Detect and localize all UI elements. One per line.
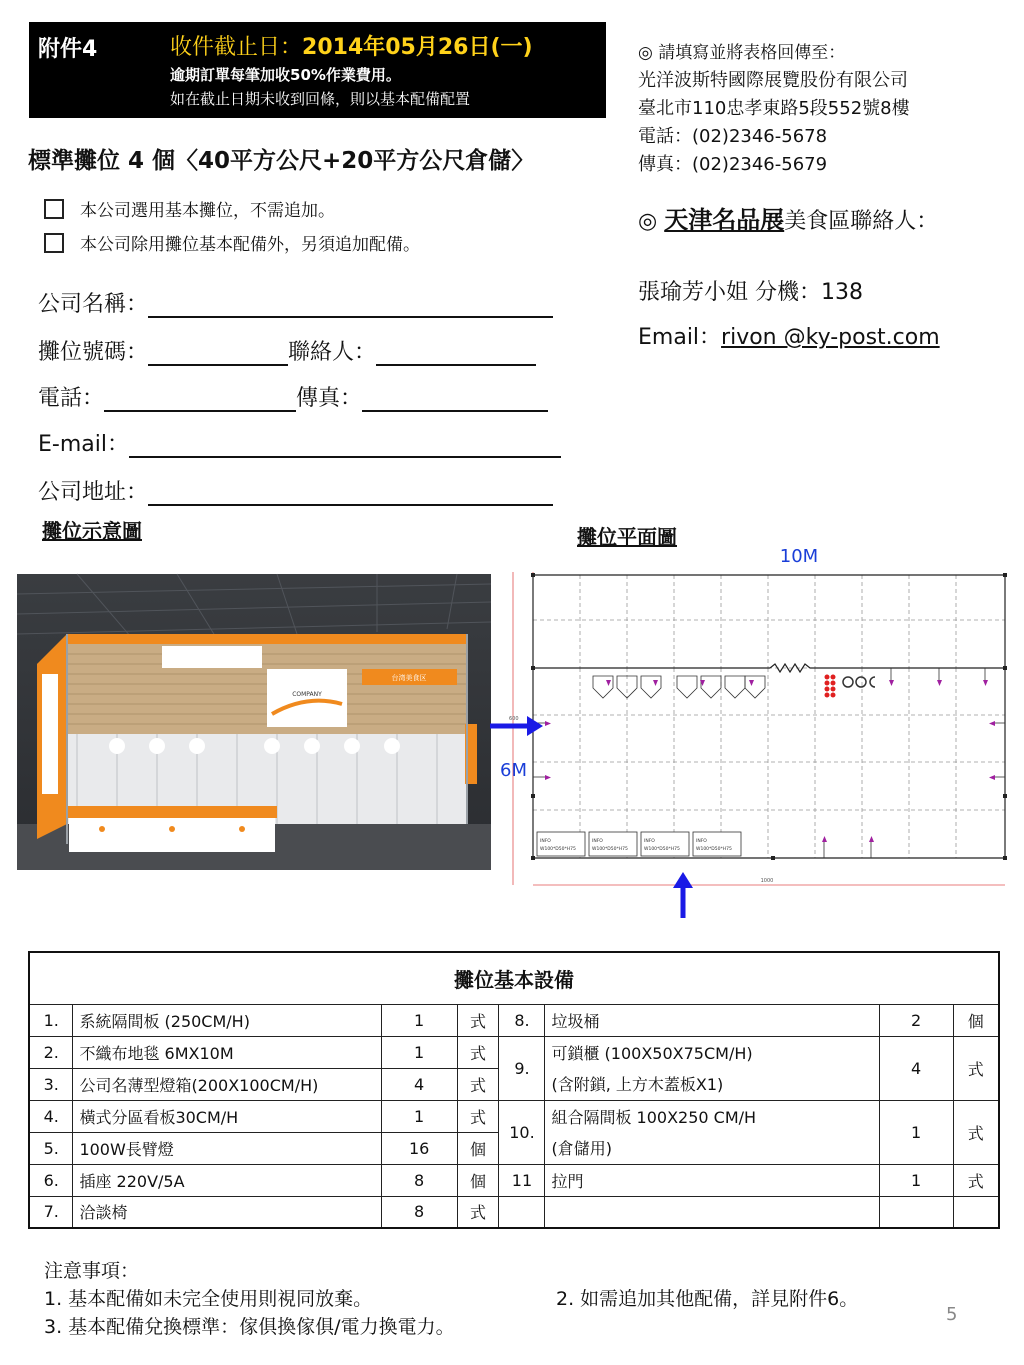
email-link[interactable]: rivon @ky-post.com: [721, 325, 940, 350]
item-qty: 4: [879, 1036, 953, 1100]
company-sign-text: COMPANY: [292, 691, 322, 698]
floor-plan-svg: [500, 540, 1020, 920]
item-qty: 4: [381, 1068, 457, 1100]
cabinet-row: [537, 832, 741, 856]
table-title: 攤位基本設備: [29, 952, 999, 1004]
booth-title: 標準攤位 4 個〈40平方公尺+20平方公尺倉儲〉: [28, 148, 535, 174]
item-no: 2.: [29, 1036, 73, 1068]
field-label: 公司地址：: [38, 480, 149, 505]
default-config-note: 如在截止日期未收到回條，則以基本配備配置: [170, 90, 471, 108]
field-label: 公司名稱：: [38, 292, 149, 317]
email-label: Email：: [638, 325, 722, 350]
item-no: 3.: [29, 1068, 73, 1100]
notes-title: 注意事項：: [44, 1260, 140, 1282]
empty-cell: [545, 1196, 879, 1228]
deadline-label: 收件截止日：: [170, 35, 303, 60]
note-3: 3. 基本配備兌換標準：傢俱換傢俱/電力換電力。: [44, 1316, 455, 1338]
fair-name: 天津名品展: [664, 206, 785, 234]
item-unit: 式: [953, 1036, 999, 1100]
field-label: 攤位號碼：: [38, 340, 149, 365]
address-input[interactable]: [148, 480, 553, 506]
booth-number-row: [38, 335, 536, 366]
item-name: 橫式分區看板30CM/H: [73, 1100, 381, 1132]
item-name-line2: (倉儲用): [545, 1132, 879, 1164]
item-unit: 式: [953, 1100, 999, 1164]
item-no: 6.: [29, 1164, 73, 1196]
cabinet-dims: W100*D50*H75: [644, 847, 680, 852]
item-name-line2: (含附鎖, 上方木蓋板X1): [545, 1068, 879, 1100]
table-row: [29, 1100, 999, 1132]
booth-rendering: [17, 574, 491, 870]
email-input[interactable]: [129, 432, 561, 458]
contact-email: [638, 320, 940, 351]
fair-contact-suffix: 美食區聯絡人：: [784, 209, 939, 234]
item-name: 公司名薄型燈箱(200X100CM/H): [73, 1068, 381, 1100]
booth-number-input[interactable]: [148, 340, 288, 366]
item-no: 9.: [499, 1036, 545, 1100]
floor-plan: [500, 540, 1020, 920]
penalty-note: 逾期訂單每筆加收50%作業費用。: [170, 66, 401, 84]
item-qty: 2: [879, 1004, 953, 1036]
checkbox[interactable]: [44, 233, 64, 253]
option-basic-booth[interactable]: [44, 196, 335, 221]
cabinet-label: INFO: [644, 839, 655, 844]
option-label: 本公司選用基本攤位，不需追加。: [80, 201, 335, 221]
item-unit: 個: [457, 1132, 499, 1164]
item-unit: 式: [457, 1196, 499, 1228]
item-unit: 式: [457, 1004, 499, 1036]
note-2: 2. 如需追加其他配備，詳見附件6。: [556, 1288, 859, 1310]
item-unit: 式: [457, 1036, 499, 1068]
bullet-mark: ◎: [638, 209, 665, 234]
item-unit: 式: [457, 1068, 499, 1100]
email-field: [38, 427, 561, 458]
table-row: [29, 1004, 999, 1036]
item-name: 洽談椅: [73, 1196, 381, 1228]
item-no: 8.: [499, 1004, 545, 1036]
item-name: 不織布地毯 6MX10M: [73, 1036, 381, 1068]
item-name: 插座 220V/5A: [73, 1164, 381, 1196]
cabinet-dims: W100*D50*H75: [696, 847, 732, 852]
empty-cell: [953, 1196, 999, 1228]
address-field: [38, 475, 553, 506]
note-1: 1. 基本配備如未完全使用則視同放棄。: [44, 1288, 373, 1310]
organizer-fax: 傳真：(02)2346-5679: [638, 154, 828, 175]
table-row: [29, 1196, 999, 1228]
booth-diagram-label: 攤位示意圖: [42, 519, 142, 543]
organizer-tel: 電話：(02)2346-5678: [638, 126, 828, 147]
page-number: 5: [946, 1304, 958, 1325]
item-qty: 1: [879, 1100, 953, 1164]
item-name-line1: 可鎖櫃 (100X50X75CM/H): [545, 1036, 879, 1068]
contact-person: 張瑜芳小姐 分機：138: [638, 280, 863, 305]
item-unit: 式: [457, 1100, 499, 1132]
company-name-input[interactable]: [148, 292, 553, 318]
fair-contact-heading: [638, 200, 938, 235]
booth-rendering-svg: [17, 574, 491, 870]
organizer-address: 臺北市110忠孝東路5段552號8樓: [638, 98, 910, 119]
item-name-line1: 組合隔間板 100X250 CM/H: [545, 1100, 879, 1132]
company-sign: [267, 669, 347, 727]
table-row: [29, 1036, 999, 1068]
cabinet-dims: W100*D50*H75: [592, 847, 628, 852]
field-label: 傳真：: [296, 386, 363, 411]
field-label: 聯絡人：: [288, 340, 377, 365]
item-qty: 8: [381, 1196, 457, 1228]
empty-cell: [879, 1196, 953, 1228]
return-instruction: ◎ 請填寫並將表格回傳至：: [638, 43, 846, 63]
item-qty: 1: [879, 1164, 953, 1196]
item-no: 11: [499, 1164, 545, 1196]
entrance-arrow-bottom: [673, 872, 693, 918]
checkbox[interactable]: [44, 199, 64, 219]
field-label: 電話：: [38, 386, 105, 411]
deadline: [170, 30, 533, 61]
depth-label: 6M: [500, 760, 527, 781]
item-name: 垃圾桶: [545, 1004, 879, 1036]
item-no: 1.: [29, 1004, 73, 1036]
cabinet-label: INFO: [540, 839, 551, 844]
item-no: 7.: [29, 1196, 73, 1228]
contact-person-input[interactable]: [376, 340, 536, 366]
item-name: 系統隔間板 (250CM/H): [73, 1004, 381, 1036]
item-name: 100W長臂燈: [73, 1132, 381, 1164]
empty-cell: [499, 1196, 545, 1228]
organizer-company: 光洋波斯特國際展覽股份有限公司: [638, 70, 908, 91]
phone-fax-row: [38, 381, 548, 412]
company-name-field: [38, 287, 553, 318]
deadline-date: 2014年05月26日(一): [302, 35, 533, 60]
item-qty: 1: [381, 1100, 457, 1132]
item-unit: 個: [457, 1164, 499, 1196]
item-qty: 1: [381, 1036, 457, 1068]
item-no: 4.: [29, 1100, 73, 1132]
item-qty: 1: [381, 1004, 457, 1036]
table-row: [29, 1164, 999, 1196]
floor-plan-label: 攤位平面圖: [577, 525, 677, 549]
equipment-table: [28, 951, 1000, 1229]
item-name: 拉門: [545, 1164, 879, 1196]
item-no: 5.: [29, 1132, 73, 1164]
bottom-dimension: 1000: [760, 878, 774, 884]
annex-label: 附件4: [38, 37, 98, 62]
cabinet-dims: W100*D50*H75: [540, 847, 576, 852]
item-qty: 8: [381, 1164, 457, 1196]
item-no: 10.: [499, 1100, 545, 1164]
option-extra-equipment[interactable]: [44, 230, 420, 255]
zone-sign-text: 台湾美食区: [391, 674, 427, 682]
item-qty: 16: [381, 1132, 457, 1164]
cabinet-label: INFO: [696, 839, 707, 844]
cabinet-label: INFO: [592, 839, 603, 844]
fax-input[interactable]: [362, 386, 548, 412]
left-dimension: 600: [509, 716, 519, 722]
item-unit: 個: [953, 1004, 999, 1036]
width-label: 10M: [779, 546, 819, 567]
option-label: 本公司除用攤位基本配備外，另須追加配備。: [80, 235, 420, 255]
item-unit: 式: [953, 1164, 999, 1196]
phone-input[interactable]: [104, 386, 296, 412]
field-label: E-mail：: [38, 432, 129, 457]
